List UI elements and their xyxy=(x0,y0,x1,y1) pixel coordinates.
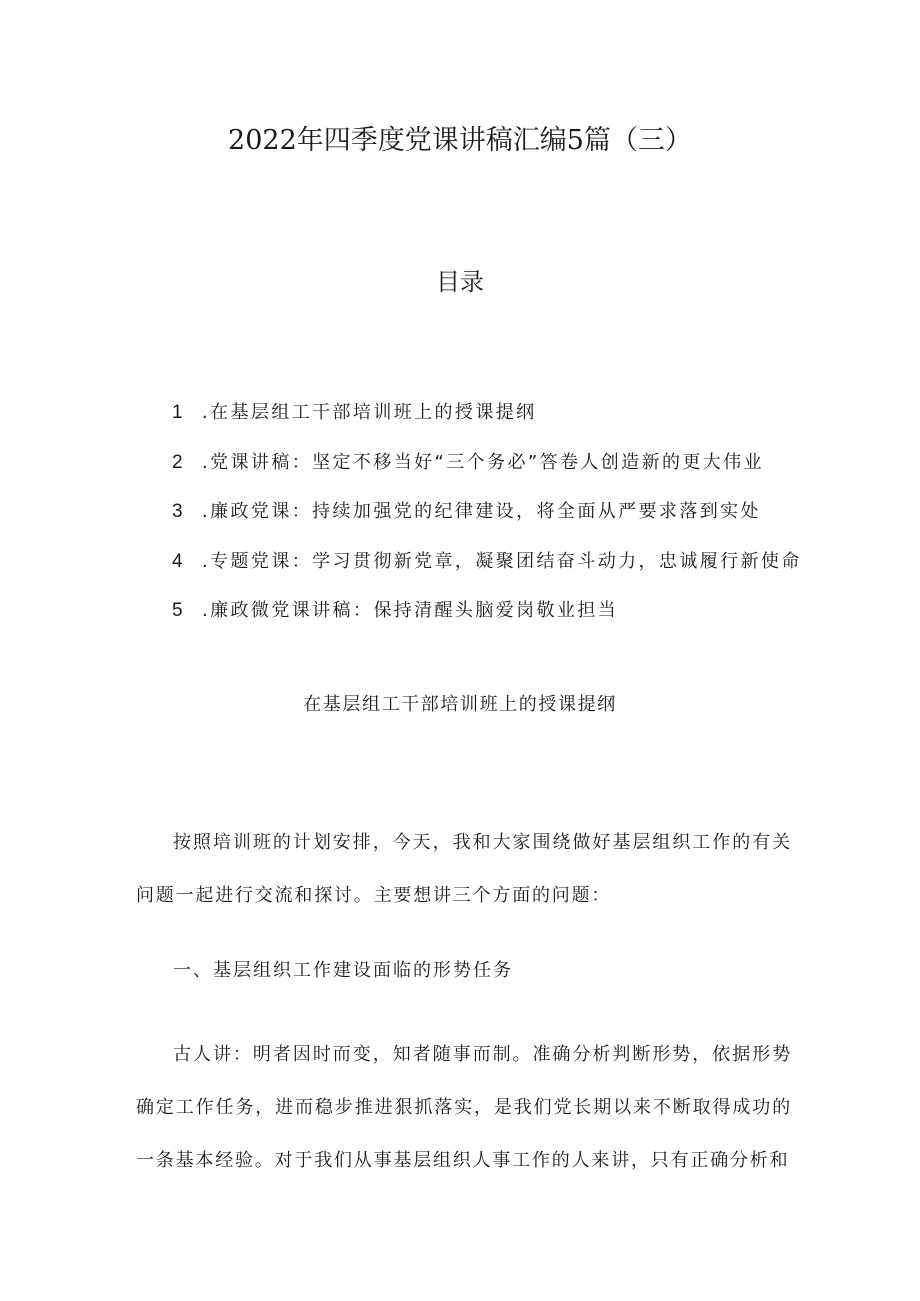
toc-item-text: .廉政党课：持续加强党的纪律建设，将全面从严要求落到实处 xyxy=(202,501,761,522)
toc-item-4 xyxy=(172,547,802,597)
toc-item-number: 2 xyxy=(172,451,185,473)
toc-item-1 xyxy=(172,398,802,448)
toc-item-text: .在基层组工干部培训班上的授课提纲 xyxy=(202,402,537,423)
toc-item-number: 5 xyxy=(172,600,185,621)
toc-item-text: .党课讲稿：坚定不移当好“三个务必”答卷人创造新的更大伟业 xyxy=(202,451,764,473)
toc-item-5 xyxy=(172,596,802,646)
toc-item-2 xyxy=(172,448,802,498)
toc-item-3 xyxy=(172,497,802,547)
section-heading: 一、基层组织工作建设面临的形势任务 xyxy=(173,960,513,981)
toc-item-number: 3 xyxy=(172,501,185,522)
body-paragraph: 按照培训班的计划安排，今天，我和大家围绕做好基层组织工作的有关问题一起进行交流和探讨。主要想讲三个方面的问题： xyxy=(136,832,792,906)
table-of-contents xyxy=(172,398,802,646)
toc-heading: 目录 xyxy=(436,268,484,296)
section-title: 在基层组工干部培训班上的授课提纲 xyxy=(303,694,617,715)
toc-item-text: .专题党课：学习贯彻新党章，凝聚团结奋斗动力，忠诚履行新使命 xyxy=(202,550,802,572)
toc-item-text: .廉政微党课讲稿：保持清醒头脑爱岗敬业担当 xyxy=(202,600,619,621)
document-title: 2022年四季度党课讲稿汇编5篇（三） xyxy=(228,125,692,156)
body-paragraph: 古人讲：明者因时而变，知者随事而制。准确分析判断形势，依据形势确定工作任务，进而稳步推进狠抓落实，是我们党长期以来不断取得成功的一条基本经验。对于我们从事基层组织人事工作的人来讲，只有正确分析和 xyxy=(136,1044,792,1171)
toc-item-number: 4 xyxy=(172,550,185,572)
toc-item-number: 1 xyxy=(172,402,185,423)
